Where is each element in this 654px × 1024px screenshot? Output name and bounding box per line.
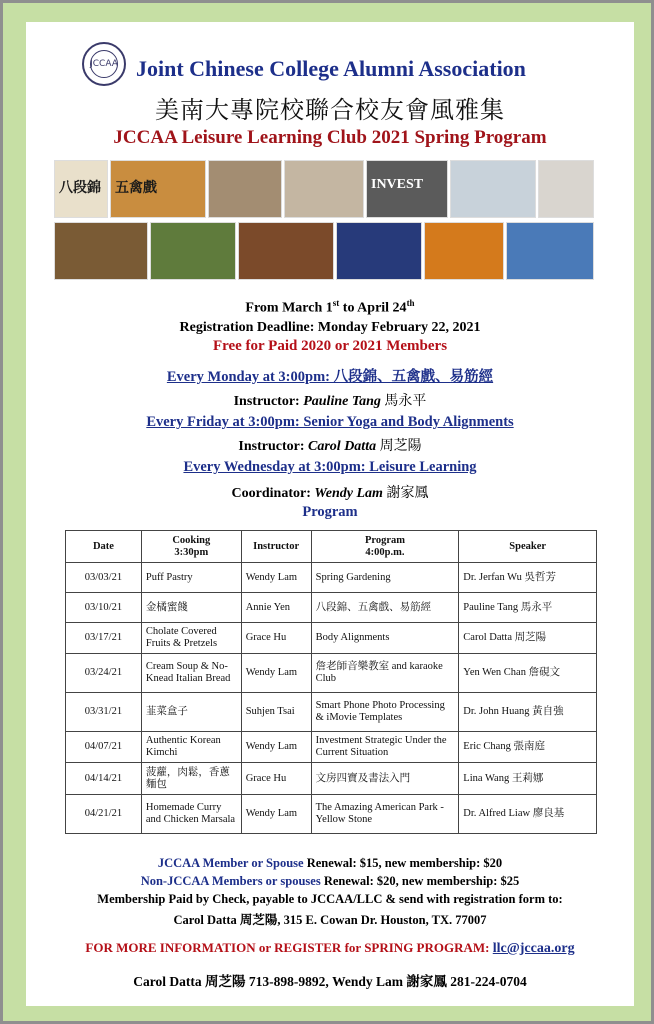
- table-cell-spk: Lina Wang 王莉娜: [459, 763, 597, 795]
- table-row: [66, 693, 597, 732]
- instructor-cn-name: 周芝陽: [379, 439, 422, 454]
- table-cell-inst: Wendy Lam: [241, 795, 311, 834]
- table-cell-date: 03/17/21: [66, 623, 142, 654]
- table-row: [66, 732, 597, 763]
- coordinator-label: Coordinator:: [231, 486, 315, 501]
- table-header-line: Instructor: [253, 540, 300, 552]
- instructor-name: Pauline Tang: [303, 394, 381, 409]
- table-cell-date: 03/03/21: [66, 563, 142, 593]
- table-row: [66, 795, 597, 834]
- table-cell-date: 03/31/21: [66, 693, 142, 732]
- table-header-cell: [66, 531, 142, 563]
- org-title: Joint Chinese College Alumni Association: [136, 56, 526, 81]
- collage-photo: [336, 222, 422, 280]
- table-cell-date: 03/10/21: [66, 593, 142, 623]
- member-pricing: [26, 856, 634, 871]
- collage-photo-caption: 五禽戲: [115, 181, 157, 196]
- contact-phones: Carol Datta 周芝陽 713-898-9892, Wendy Lam 謝家鳳 281-224-0704: [133, 974, 527, 989]
- table-cell-spk: Dr. Alfred Liaw 廖良基: [459, 795, 597, 834]
- table-row: [66, 654, 597, 693]
- logo-inner: JCCAA: [90, 50, 118, 78]
- nonmember-label: Non-JCCAA Members or spouses: [140, 874, 321, 888]
- collage-photo: [110, 160, 206, 218]
- table-cell-prg: 八段錦、五禽戲、易筋經: [311, 593, 459, 623]
- table-cell-spk: Eric Chang 張南庭: [459, 732, 597, 763]
- table-cell-prg: Spring Gardening: [311, 563, 459, 593]
- table-header-cell: [141, 531, 241, 563]
- nonmember-pricing: [26, 874, 634, 889]
- table-cell-cook: Homemade Curry and Chicken Marsala: [141, 795, 241, 834]
- table-header-line: Program: [364, 534, 405, 546]
- table-cell-cook: 金橘蜜餞: [141, 593, 241, 623]
- table-cell-date: 04/07/21: [66, 732, 142, 763]
- collage-photo: [424, 222, 504, 280]
- payment-address: Carol Datta 周芝陽, 315 E. Cowan Dr. Houston, TX. 77007: [173, 913, 487, 927]
- table-cell-inst: Grace Hu: [241, 623, 311, 654]
- table-header-line: Date: [92, 540, 114, 552]
- collage-photo: [450, 160, 536, 218]
- instructor-cn-name: 馬永平: [384, 394, 427, 409]
- table-header-line: Cooking: [172, 534, 211, 546]
- collage-photo: [538, 160, 594, 218]
- table-row: [66, 593, 597, 623]
- table-header-row: [66, 531, 597, 563]
- member-label: JCCAA Member or Spouse: [157, 856, 304, 870]
- friday-instructor: [26, 435, 634, 455]
- nonmember-price: Renewal: $20, new membership: $25: [320, 874, 520, 888]
- table-cell-cook: Cream Soup & No-Knead Italian Bread: [141, 654, 241, 693]
- table-cell-date: 04/14/21: [66, 763, 142, 795]
- table-cell-spk: Yen Wen Chan 詹硯文: [459, 654, 597, 693]
- registration-deadline: Registration Deadline: Monday February 22, 2021: [179, 320, 481, 335]
- table-header-line: 3:30pm: [174, 546, 209, 558]
- collage-photo: [284, 160, 364, 218]
- table-cell-date: 04/21/21: [66, 795, 142, 834]
- table-cell-spk: Carol Datta 周芝陽: [459, 623, 597, 654]
- friday-session-link[interactable]: Every Friday at 3:00pm: Senior Yoga and Body Alignments: [146, 414, 514, 430]
- table-cell-cook: Cholate Covered Fruits & Pretzels: [141, 623, 241, 654]
- date-start-suffix: st: [332, 298, 340, 308]
- table-body: [66, 563, 597, 834]
- instructor-label: Instructor:: [238, 439, 309, 454]
- date-end: to April 24: [339, 300, 407, 316]
- collage-photo: [54, 160, 108, 218]
- coordinator-name: Wendy Lam: [314, 486, 383, 501]
- table-row: [66, 563, 597, 593]
- collage-photo: [238, 222, 334, 280]
- date-end-suffix: th: [406, 298, 415, 308]
- date-range: [26, 298, 634, 317]
- table-row: [66, 623, 597, 654]
- collage-photo-caption: INVEST: [371, 177, 424, 192]
- flyer-page: [26, 22, 634, 1006]
- collage-photo: [208, 160, 282, 218]
- table-header-line: 4:00p.m.: [365, 546, 405, 558]
- collage-photo: [366, 160, 448, 218]
- more-info-label: FOR MORE INFORMATION or REGISTER for SPRING PROGRAM:: [85, 940, 490, 955]
- table-cell-prg: Investment Strategic Under the Current Situation: [311, 732, 459, 763]
- table-cell-prg: The Amazing American Park - Yellow Stone: [311, 795, 459, 834]
- table-cell-prg: 詹老師音樂教室 and karaoke Club: [311, 654, 459, 693]
- table-cell-inst: Suhjen Tsai: [241, 693, 311, 732]
- table-cell-inst: Grace Hu: [241, 763, 311, 795]
- org-chinese-name: 美南大專院校聯合校友會風雅集: [155, 96, 505, 124]
- program-title: JCCAA Leisure Learning Club 2021 Spring Program: [113, 127, 547, 148]
- table-cell-cook: Puff Pastry: [141, 563, 241, 593]
- table-cell-prg: Body Alignments: [311, 623, 459, 654]
- table-header-cell: [241, 531, 311, 563]
- monday-instructor: [26, 390, 634, 410]
- table-cell-cook: 菠蘿，肉鬆，香蔥麵包: [141, 763, 241, 795]
- collage-photo: [150, 222, 236, 280]
- email-link[interactable]: llc@jccaa.org: [492, 941, 575, 956]
- table-header-cell: [311, 531, 459, 563]
- program-table: [65, 530, 597, 834]
- table-cell-inst: Wendy Lam: [241, 732, 311, 763]
- member-price: Renewal: $15, new membership: $20: [303, 856, 503, 870]
- collage-photo-caption: 八段錦: [59, 181, 101, 196]
- table-header-line: Speaker: [509, 540, 547, 552]
- association-logo: [82, 42, 126, 86]
- page-border: [3, 3, 651, 1021]
- collage-photo: [54, 222, 148, 280]
- table-cell-spk: Dr. John Huang 黃自強: [459, 693, 597, 732]
- coordinator-cn-name: 謝家鳳: [386, 486, 429, 501]
- table-cell-prg: 文房四寶及書法入門: [311, 763, 459, 795]
- table-row: [66, 763, 597, 795]
- program-heading: Program: [302, 504, 358, 520]
- table-cell-prg: Smart Phone Photo Processing & iMovie Templates: [311, 693, 459, 732]
- free-for-members: Free for Paid 2020 or 2021 Members: [212, 338, 448, 354]
- table-cell-inst: Wendy Lam: [241, 654, 311, 693]
- table-cell-cook: 韮菜盒子: [141, 693, 241, 732]
- monday-session-link[interactable]: Every Monday at 3:00pm: 八段錦、五禽戲、易筋經: [166, 369, 494, 385]
- table-cell-spk: Dr. Jerfan Wu 吳哲芳: [459, 563, 597, 593]
- table-cell-inst: Annie Yen: [241, 593, 311, 623]
- table-cell-cook: Authentic Korean Kimchi: [141, 732, 241, 763]
- instructor-label: Instructor:: [233, 394, 304, 409]
- wednesday-session-link[interactable]: Every Wednesday at 3:00pm: Leisure Learning: [183, 459, 477, 475]
- payment-instructions: Membership Paid by Check, payable to JCCAA/LLC & send with registration form to:: [97, 892, 563, 906]
- table-cell-spk: Pauline Tang 馬永平: [459, 593, 597, 623]
- date-start: From March 1: [245, 300, 333, 316]
- more-info-line: [26, 940, 634, 957]
- coordinator: [26, 482, 634, 502]
- table-header-cell: [459, 531, 597, 563]
- instructor-name: Carol Datta: [308, 439, 377, 454]
- table-cell-date: 03/24/21: [66, 654, 142, 693]
- table-cell-inst: Wendy Lam: [241, 563, 311, 593]
- collage-photo: [506, 222, 594, 280]
